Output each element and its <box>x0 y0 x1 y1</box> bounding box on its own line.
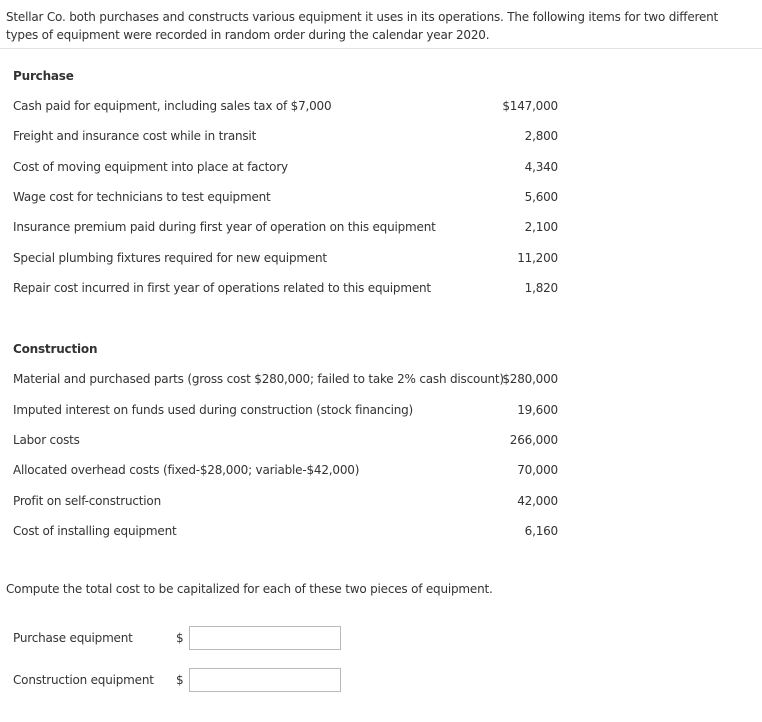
divider <box>0 48 762 49</box>
construction-equipment-input[interactable] <box>189 668 341 692</box>
construction-section-title: Construction <box>13 342 98 356</box>
construction-row-value: 70,000 <box>517 463 558 477</box>
construction-row-label: Profit on self-construction <box>13 494 161 508</box>
purchase-row <box>13 129 558 147</box>
currency-symbol: $ <box>176 631 184 645</box>
construction-equipment-label: Construction equipment <box>13 673 154 687</box>
construction-row-label: Cost of installing equipment <box>13 524 177 538</box>
construction-row-label: Labor costs <box>13 433 80 447</box>
purchase-row-label: Special plumbing fixtures required for new equipment <box>13 251 327 265</box>
construction-row <box>13 403 558 421</box>
answer-row-purchase <box>13 626 343 652</box>
construction-row-value: $280,000 <box>502 372 558 386</box>
purchase-row <box>13 190 558 208</box>
purchase-row-label: Insurance premium paid during first year of operation on this equipment <box>13 220 436 234</box>
construction-row <box>13 524 558 542</box>
purchase-equipment-input[interactable] <box>189 626 341 650</box>
construction-row <box>13 372 558 390</box>
construction-row-label: Allocated overhead costs (fixed-$28,000; variable-$42,000) <box>13 463 360 477</box>
purchase-row-label: Cash paid for equipment, including sales tax of $7,000 <box>13 99 332 113</box>
purchase-row <box>13 251 558 269</box>
purchase-row <box>13 220 558 238</box>
purchase-row-label: Repair cost incurred in first year of operations related to this equipment <box>13 281 431 295</box>
purchase-equipment-label: Purchase equipment <box>13 631 133 645</box>
purchase-section-title: Purchase <box>13 69 74 83</box>
purchase-row-value: 4,340 <box>524 160 558 174</box>
construction-row-label: Imputed interest on funds used during construction (stock financing) <box>13 403 414 417</box>
construction-row-value: 6,160 <box>524 524 558 538</box>
construction-row-value: 19,600 <box>517 403 558 417</box>
purchase-row-value: 5,600 <box>524 190 558 204</box>
purchase-row <box>13 281 558 299</box>
purchase-row <box>13 160 558 178</box>
answer-row-construction <box>13 668 343 694</box>
construction-row <box>13 494 558 512</box>
purchase-row-value: 1,820 <box>524 281 558 295</box>
construction-row <box>13 463 558 481</box>
purchase-row-label: Freight and insurance cost while in transit <box>13 129 257 143</box>
purchase-row-value: $147,000 <box>502 99 558 113</box>
purchase-row-label: Cost of moving equipment into place at factory <box>13 160 288 174</box>
construction-row <box>13 433 558 451</box>
purchase-row <box>13 99 558 117</box>
construction-row-value: 42,000 <box>517 494 558 508</box>
currency-symbol: $ <box>176 673 184 687</box>
construction-row-value: 266,000 <box>509 433 558 447</box>
purchase-row-label: Wage cost for technicians to test equipment <box>13 190 271 204</box>
purchase-row-value: 2,100 <box>524 220 558 234</box>
problem-intro: Stellar Co. both purchases and constructs various equipment it uses in its operations. The following items for two different types of equipment were recorded in random order during the calendar year 2020. <box>6 10 719 42</box>
purchase-row-value: 11,200 <box>517 251 558 265</box>
construction-row-label: Material and purchased parts (gross cost $280,000; failed to take 2% cash discount) <box>13 372 504 386</box>
purchase-row-value: 2,800 <box>524 129 558 143</box>
question-prompt: Compute the total cost to be capitalized for each of these two pieces of equipment. <box>6 582 493 596</box>
